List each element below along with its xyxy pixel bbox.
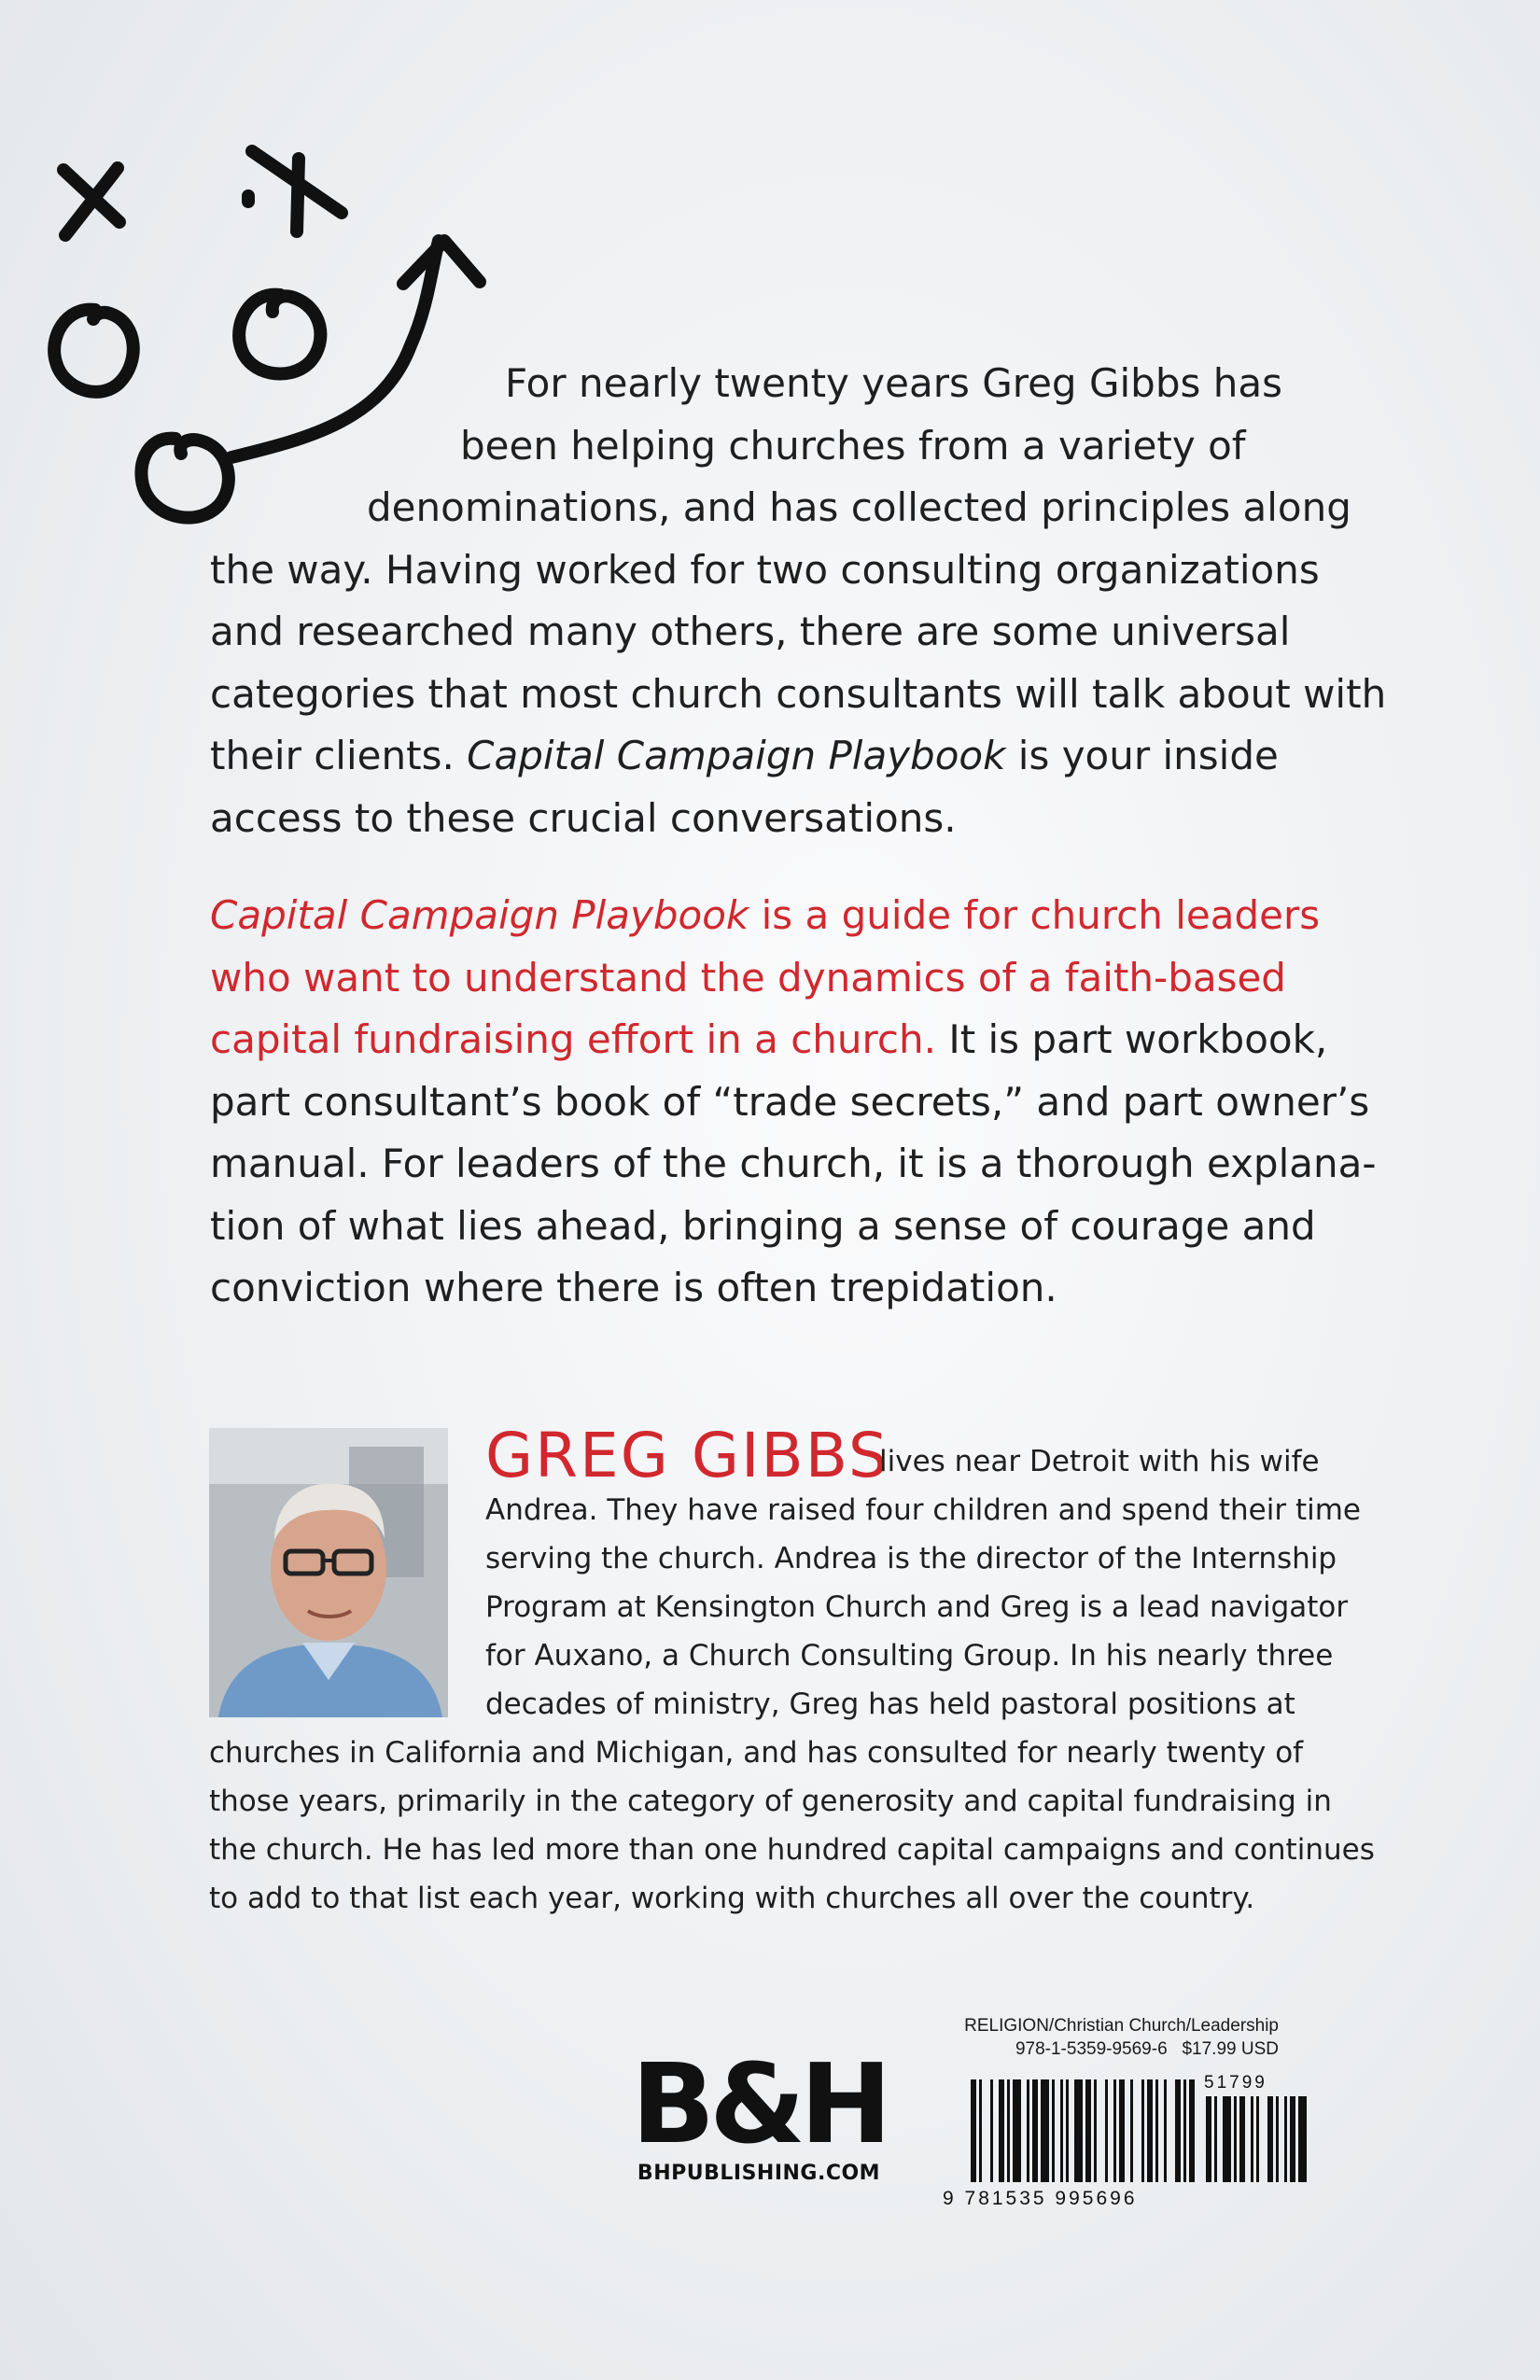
addon-bar	[1290, 2096, 1295, 2182]
addon-bar	[1234, 2096, 1237, 2182]
barcode-bar	[971, 2079, 976, 2182]
barcode-bar	[1074, 2079, 1083, 2182]
barcode-bar	[1094, 2079, 1097, 2182]
barcode-digits: 9 781535 995696	[943, 2188, 1138, 2209]
barcode-bar	[979, 2079, 982, 2182]
barcode-bar	[1027, 2079, 1029, 2182]
author-name: GREG GIBBS	[485, 1420, 889, 1491]
o-mark-1	[54, 310, 133, 392]
bh-logo: B&H	[631, 2039, 887, 2168]
category-label: RELIGION/Christian Church/Leadership	[964, 2016, 1279, 2036]
barcode-bar	[1066, 2079, 1069, 2182]
barcode-bar	[1175, 2079, 1181, 2182]
addon-bar	[1214, 2096, 1217, 2182]
addon-bar	[1206, 2096, 1211, 2182]
addon-bar	[1223, 2096, 1231, 2182]
addon-bar	[1284, 2096, 1287, 2182]
arrow-head	[403, 241, 480, 284]
barcode-bar	[1189, 2079, 1195, 2182]
price-code: 51799	[1204, 2073, 1267, 2093]
book-metadata	[961, 2014, 1279, 2061]
barcode-bar	[1032, 2079, 1038, 2182]
addon-bar	[1251, 2096, 1253, 2182]
addon-bar	[1256, 2096, 1259, 2182]
barcode	[958, 2074, 1312, 2186]
addon-bar	[1276, 2096, 1279, 2182]
barcode-bar	[990, 2079, 993, 2182]
description-paragraph-1: For nearly twenty years Greg Gibbs has been helping churches from a variety of denominations, and has collected principles along the way. Having worked for two consulting organizations and researched many others, there are some universal categories that most church consultants will talk about with their clients. Capital Campaign Playbook is your inside access to these crucial conversations.	[210, 360, 1387, 841]
barcode-bar	[1183, 2079, 1186, 2182]
barcode-bar	[1052, 2079, 1055, 2182]
publisher-logo	[623, 2039, 894, 2185]
barcode-bar	[1113, 2079, 1116, 2182]
book-title-red-italic: Capital Campaign Playbook	[210, 892, 749, 938]
barcode-bar	[1147, 2079, 1153, 2182]
barcode-bar	[1041, 2079, 1049, 2182]
barcode-bar	[999, 2079, 1004, 2182]
addon-bar	[1298, 2096, 1307, 2182]
barcode-icon	[958, 2074, 1312, 2186]
addon-bar	[1239, 2096, 1245, 2182]
barcode-bar	[1119, 2079, 1125, 2182]
barcode-bar	[1164, 2079, 1167, 2182]
barcode-bar	[1007, 2079, 1010, 2182]
barcode-bar	[1060, 2079, 1063, 2182]
publisher-url: BHPUBLISHING.COM	[637, 2162, 881, 2185]
isbn-label: 978-1-5359-9569-6	[1015, 2039, 1168, 2059]
addon-bar	[1267, 2096, 1273, 2182]
author-bio: lives near Detroit with his wife Andrea. They have raised four children and spend their time serving the church. Andrea is the director of the Internship Program at Kensington Church and Greg is a lead navigator for Auxano, a Church Consulting Group. In his nearly three decades of ministry, Greg has held pastoral positions at churches in California and Michigan, and has consulted for nearly twenty of those years, primarily in the category of generosity and capital fundraising in the church. He has led more than one hundred capital campaigns and continues to add to that list each year, working with churches all over the country.	[209, 1445, 1375, 1915]
description-paragraph-2: Capital Campaign Playbook is a guide for church leaders who want to understand the dynamics of a faith-based capital fundraising effort in a church. It is part workbook, part consultant’s book of “trade secrets,” and part owner’s manual. For leaders of the church, it is a thorough explana- tion of what lies ahead, bringing a sense of courage and conviction where there is often trepidation.	[210, 892, 1377, 1310]
barcode-bar	[1105, 2079, 1108, 2182]
barcode-bar	[1130, 2079, 1133, 2182]
barcode-bar	[1141, 2079, 1144, 2182]
book-title-italic: Capital Campaign Playbook	[467, 733, 1006, 778]
barcode-bar	[1013, 2079, 1021, 2182]
barcode-bar	[1155, 2079, 1158, 2182]
price-label: $17.99 USD	[1182, 2039, 1279, 2059]
barcode-bar	[1085, 2079, 1091, 2182]
